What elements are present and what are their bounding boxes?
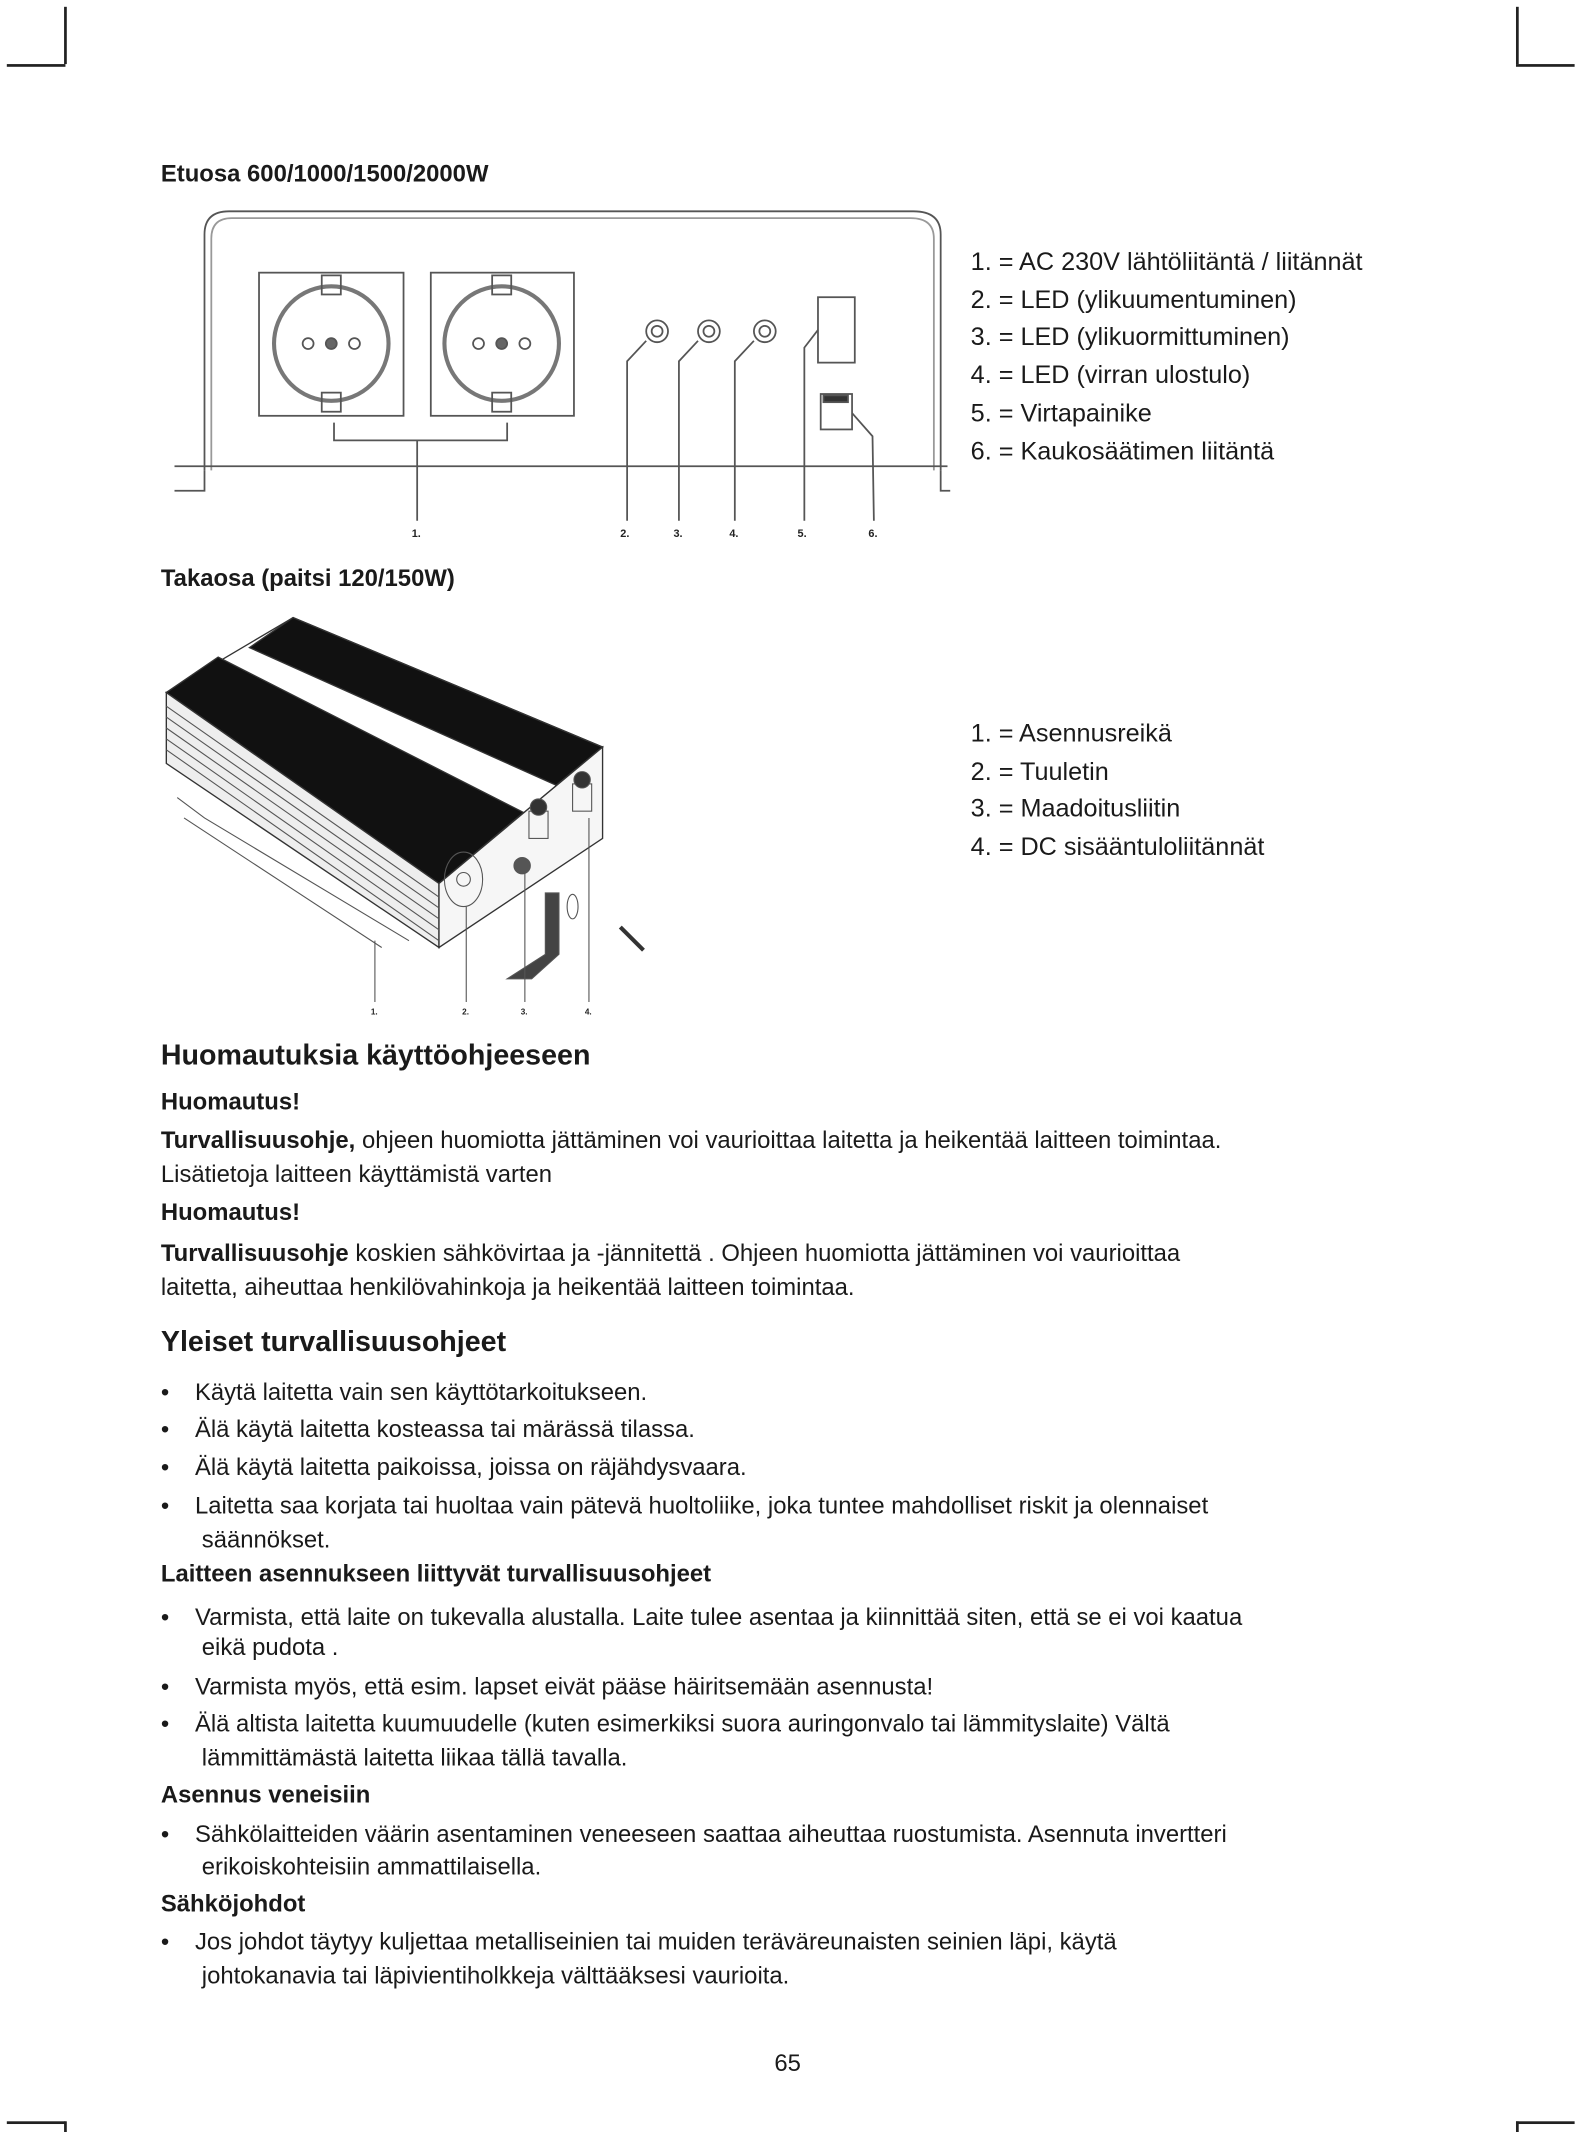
bullet-text-line: Laitetta saa korjata tai huoltaa vain pätevä huoltoliike, joka tuntee mahdolliset riskit ja olennaiset	[194, 1491, 1209, 1519]
bullet-icon: •	[160, 1378, 170, 1406]
front-legend-item: 1. = AC 230V lähtöliitäntä / liitännät	[970, 246, 1363, 276]
front-title: Etuosa 600/1000/1500/2000W	[160, 159, 489, 187]
bullet-icon: •	[160, 1415, 170, 1443]
install-heading: Laitteen asennukseen liittyvät turvallisuusohjeet	[160, 1559, 712, 1587]
bullet-icon: •	[160, 1709, 170, 1737]
note-1-line-1	[161, 1126, 1221, 1155]
rear-legend-item: 4. = DC sisääntuloliitännät	[970, 831, 1265, 861]
rear-callout-3: 3.	[520, 1007, 528, 1017]
bullet-text-line: lämmittämästä laitetta liikaa tällä tavalla.	[201, 1743, 628, 1771]
bullet-text-line: erikoiskohteisiin ammattilaisella.	[201, 1852, 542, 1880]
bullet-text-line: Käytä laitetta vain sen käyttötarkoitukseen.	[194, 1378, 648, 1406]
bullet-icon: •	[160, 1927, 170, 1955]
front-legend-item: 4. = LED (virran ulostulo)	[970, 359, 1251, 389]
note-2-line-2: laitetta, aiheuttaa henkilövahinkoja ja heikentää laitteen toimintaa.	[160, 1273, 855, 1301]
front-legend-item: 2. = LED (ylikuumentuminen)	[970, 284, 1297, 314]
bullet-text-line: Älä altista laitetta kuumuudelle (kuten esimerkiksi suora auringonvalo tai lämmityslaite) Vältä	[194, 1709, 1170, 1737]
bullet-text-line: Älä käytä laitetta kosteassa tai märässä tilassa.	[194, 1415, 695, 1443]
callout-6: 6.	[868, 528, 878, 541]
note-2-bold: Turvallisuusohje	[160, 1239, 349, 1267]
rear-legend-item: 1. = Asennusreikä	[970, 718, 1172, 748]
note-1-label: Huomautus!	[160, 1087, 301, 1116]
callout-3: 3.	[673, 528, 683, 541]
bullet-text-line: Älä käytä laitetta paikoissa, joissa on räjähdysvaara.	[194, 1453, 747, 1481]
bullet-text-line: säännökset.	[201, 1525, 331, 1553]
crop-mark-bottom-left-h	[7, 2121, 66, 2123]
note-2-text: koskien sähkövirtaa ja -jännitettä . Ohjeen huomiotta jättäminen voi vaurioittaa	[348, 1239, 1181, 1267]
bullet-icon: •	[160, 1453, 170, 1481]
bullet-icon: •	[160, 1820, 170, 1848]
bullet-icon: •	[160, 1491, 170, 1519]
bullet-text-line: Varmista, että laite on tukevalla alustalla. Laite tulee asentaa ja kiinnittää siten, että se ei voi kaatua	[194, 1603, 1243, 1631]
bullet-icon: •	[160, 1603, 170, 1631]
bullet-text-line: eikä pudota .	[201, 1633, 339, 1661]
general-heading: Yleiset turvallisuusohjeet	[160, 1326, 507, 1358]
callout-2: 2.	[620, 528, 630, 541]
callout-5: 5.	[797, 528, 807, 541]
ground-terminal	[514, 858, 530, 874]
note-1-bold: Turvallisuusohje,	[160, 1126, 356, 1154]
rear-legend-item: 2. = Tuuletin	[970, 756, 1109, 786]
boats-heading: Asennus veneisiin	[160, 1780, 371, 1808]
rear-legend-item: 3. = Maadoitusliitin	[970, 793, 1181, 823]
rear-callout-1: 1.	[370, 1007, 378, 1017]
note-1-line-2: Lisätietoja laitteen käyttämistä varten	[160, 1160, 553, 1188]
bullet-icon: •	[160, 1672, 170, 1701]
bullet-text-line: Jos johdot täytyy kuljettaa metalliseinien tai muiden teräväreunaisten seinien läpi, käytä	[194, 1927, 1117, 1955]
page-number: 65	[774, 2049, 801, 2077]
note-2-label: Huomautus!	[160, 1198, 301, 1226]
bullet-text-line: johtokanavia tai läpivientiholkkeja välttääksesi vaurioita.	[201, 1961, 790, 1990]
notes-heading: Huomautuksia käyttöohjeeseen	[160, 1040, 591, 1072]
rear-view-diagram	[0, 0, 1580, 1036]
bullet-text-line: Varmista myös, että esim. lapset eivät pääse häiritsemään asennusta!	[194, 1672, 934, 1701]
rear-callout-4: 4.	[584, 1007, 592, 1017]
front-legend-item: 5. = Virtapainike	[970, 398, 1152, 427]
rear-callout-2: 2.	[462, 1007, 469, 1017]
callout-1: 1.	[411, 528, 421, 541]
note-1-text: ohjeen huomiotta jättäminen voi vaurioittaa laitetta ja heikentää laitteen toimintaa.	[355, 1126, 1222, 1154]
rear-title: Takaosa (paitsi 120/150W)	[160, 564, 455, 592]
crop-mark-bottom-right-h	[1516, 2121, 1575, 2123]
cables-heading: Sähköjohdot	[160, 1889, 306, 1917]
callout-4: 4.	[729, 528, 739, 541]
bullet-text-line: Sähkölaitteiden väärin asentaminen veneeseen saattaa aiheuttaa ruostumista. Asennuta invertteri	[194, 1820, 1227, 1848]
front-legend-item: 3. = LED (ylikuormittuminen)	[970, 321, 1290, 351]
note-2-line-1	[161, 1239, 1180, 1268]
front-legend-item: 6. = Kaukosäätimen liitäntä	[970, 436, 1275, 465]
